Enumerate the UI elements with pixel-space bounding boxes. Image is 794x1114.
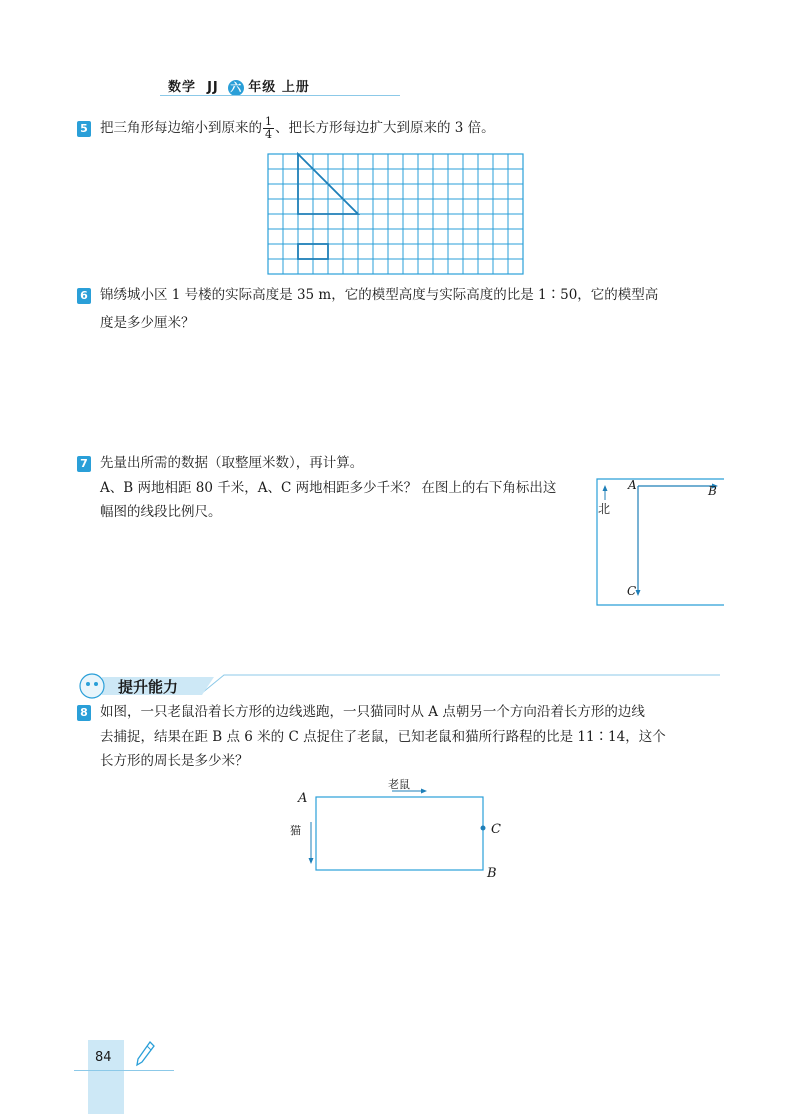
map-frame [597, 479, 724, 605]
question-7-line-3: 幅图的线段比例尺。 [100, 504, 222, 520]
arrow-c-icon [636, 590, 641, 596]
map-label-a: A [628, 478, 637, 492]
mascot-icon [80, 674, 104, 698]
question-8-line-2: 去捕捉，结果在距 B 点 6 米的 C 点捉住了老鼠，已知老鼠和猫所行路程的比是 11∶14，这个 [100, 729, 666, 745]
header-edition: JJ [207, 80, 219, 95]
cat-label: 猫 [290, 824, 301, 837]
cat-arrowhead-icon [309, 858, 314, 864]
question-number-6: 6 [77, 288, 91, 304]
question-7-line-1: 先量出所需的数据（取整厘米数），再计算。 [100, 455, 364, 471]
question-6-line-2: 度是多少厘米？ [100, 315, 195, 331]
q8-rectangle-figure [300, 780, 500, 880]
point-c-dot [481, 826, 486, 831]
mascot-eye-icon [86, 682, 90, 686]
page-header [168, 76, 310, 96]
mascot-eye-icon [94, 682, 98, 686]
figure-label-c: C [491, 822, 501, 837]
map-label-b: B [708, 484, 717, 498]
north-label: 北 [598, 502, 611, 516]
pencil-icon [134, 1040, 156, 1070]
question-number-8: 8 [77, 705, 91, 721]
figure-label-a: A [298, 791, 308, 806]
question-8-line-1: 如图，一只老鼠沿着长方形的边线逃跑，一只猫同时从 A 点朝另一个方向沿着长方形的边线 [100, 704, 645, 720]
figure-label-b: B [487, 866, 497, 881]
map-label-c: C [627, 584, 637, 598]
question-8-line-3: 长方形的周长是多少米？ [100, 753, 249, 769]
q7-map-figure [594, 476, 724, 608]
header-grade: 年级 上册 [248, 80, 310, 95]
question-number-7: 7 [77, 456, 91, 472]
q5-text-b: 、把长方形每边扩大到原来的 3 倍。 [275, 120, 495, 136]
mouse-arrowhead-icon [421, 789, 427, 794]
chase-rectangle [316, 797, 483, 870]
grade-badge: 六 [230, 81, 243, 94]
footer-divider [74, 1070, 174, 1071]
frac-denominator: 4 [265, 128, 272, 141]
north-arrow-head-icon [603, 485, 608, 491]
question-6-line-1: 锦绣城小区 1 号楼的实际高度是 35 m，它的模型高度与实际高度的比是 1∶50，它的模型高 [100, 287, 659, 303]
fraction-one-quarter [263, 116, 274, 141]
header-divider [160, 95, 400, 96]
question-5-text [100, 116, 495, 141]
question-7-line-2: A、B 两地相距 80 千米，A、C 两地相距多少千米？ 在图上的右下角标出这 [100, 480, 557, 496]
mouse-label: 老鼠 [388, 778, 410, 791]
section-title: 提升能力 [118, 678, 179, 696]
frac-numerator: 1 [265, 115, 272, 128]
question-number-5: 5 [77, 121, 91, 137]
q5-text-a: 把三角形每边缩小到原来的 [100, 120, 262, 136]
q5-grid-figure [266, 152, 526, 276]
page-number: 84 [95, 1050, 112, 1065]
header-subject: 数学 [168, 80, 197, 95]
